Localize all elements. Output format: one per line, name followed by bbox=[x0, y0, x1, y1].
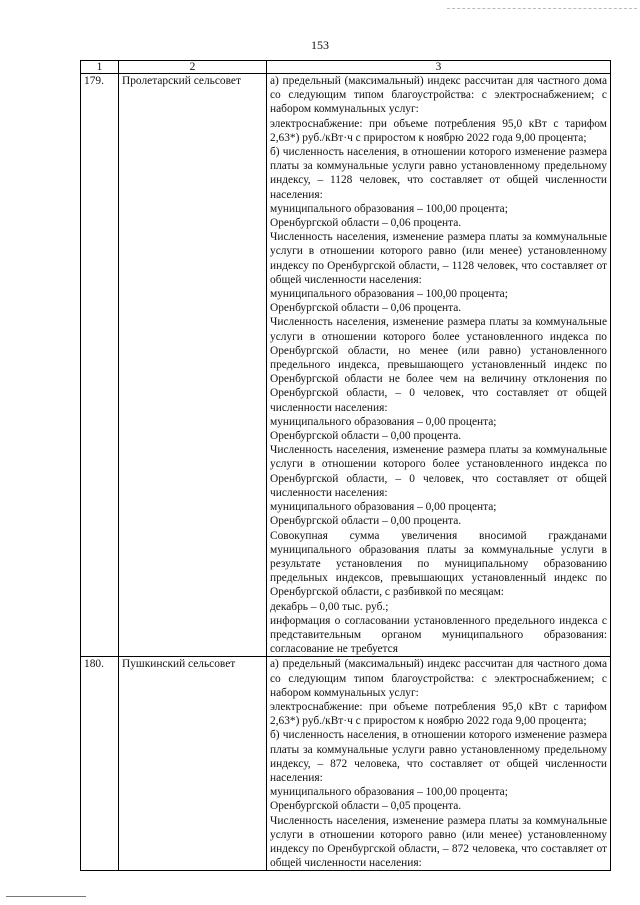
paragraph: муниципального образования – 0,00 процента; bbox=[270, 415, 497, 428]
municipality-name: Пушкинский сельсовет bbox=[119, 657, 267, 871]
paragraph: б) численность населения, в отношении которого изменение размера платы за коммунальные услуги равно установленному предельному индексу, – 872 человека, что составляет от общей численности населения: bbox=[270, 729, 607, 784]
column-header-1: 1 bbox=[81, 61, 119, 74]
index-description bbox=[267, 74, 611, 657]
page-number: 153 bbox=[311, 38, 329, 52]
index-description bbox=[267, 657, 611, 871]
paragraph: муниципального образования – 100,00 процента; bbox=[270, 786, 508, 799]
paragraph: Оренбургской области – 0,06 процента. bbox=[270, 217, 462, 230]
paragraph: Совокупная сумма увеличения вносимой гражданами муниципального образования платы за коммунальные услуги в результате установления по муниципальному образованию предельных индексов, превышающих установленный индекс по Оренбургской области, с разбивкой по месяцам: bbox=[270, 529, 607, 599]
table-row bbox=[81, 74, 611, 657]
bottom-scan-rule bbox=[6, 896, 86, 897]
paragraph: электроснабжение: при объеме потребления 95,0 кВт с тарифом 2,63*) руб./кВт·ч с приростом к ноябрю 2022 года 9,00 процента; bbox=[270, 117, 607, 144]
paragraph: а) предельный (максимальный) индекс рассчитан для частного дома со следующим типом благоустройства: с электроснабжением; с набором коммунальных услуг: bbox=[270, 658, 607, 699]
column-header-2: 2 bbox=[119, 61, 267, 74]
paragraph: муниципального образования – 100,00 процента; bbox=[270, 288, 508, 301]
table-row bbox=[81, 657, 611, 871]
paragraph: б) численность населения, в отношении которого изменение размера платы за коммунальные услуги равно установленному предельному индексу, – 1128 человек, что составляет от общей численности населения: bbox=[270, 146, 607, 201]
paragraph: муниципального образования – 0,00 процента; bbox=[270, 501, 497, 514]
table-header-row bbox=[81, 61, 611, 74]
municipality-name: Пролетарский сельсовет bbox=[119, 74, 267, 657]
paragraph: Численность населения, изменение размера платы за коммунальные услуги в отношении которого равно (или менее) установленному индексу по Оренбургской области, – 872 человека, что составляет от общей численности населения: bbox=[270, 814, 607, 870]
paragraph: Численность населения, изменение размера платы за коммунальные услуги в отношении которого более установленного индекса по Оренбургской области, но менее (или равно) установленного предельного индекса, превышающего установленный индекс по Оренбургской области не более чем на величину отклонения по Оренбургской области, – 0 человек, что составляет от общей численности населения: bbox=[270, 316, 607, 414]
paragraph: Оренбургской области – 0,00 процента. bbox=[270, 430, 462, 443]
paragraph: Оренбургской области – 0,00 процента. bbox=[270, 515, 462, 528]
paragraph: Оренбургской области – 0,06 процента. bbox=[270, 302, 462, 315]
paragraph: информация о согласовании установленного предельного индекса с представительным органом муниципального образования: согласование не требуется bbox=[270, 614, 607, 656]
document-table bbox=[80, 60, 611, 871]
paragraph: Численность населения, изменение размера платы за коммунальные услуги в отношении которого равно (или менее) установленному индексу по Оренбургской области, – 1128 человек, что составляет от общей численности населения: bbox=[270, 231, 607, 286]
paragraph: Численность населения, изменение размера платы за коммунальные услуги в отношении которого более установленного индекса по Оренбургской области, – 0 человек, что составляет от общей численности населения: bbox=[270, 444, 607, 499]
paragraph: Оренбургской области – 0,05 процента. bbox=[270, 800, 462, 813]
paragraph: электроснабжение: при объеме потребления 95,0 кВт с тарифом 2,63*) руб./кВт·ч с приростом к ноябрю 2022 года 9,00 процента; bbox=[270, 700, 607, 728]
paragraph: а) предельный (максимальный) индекс рассчитан для частного дома со следующим типом благоустройства: с электроснабжением; с набором коммунальных услуг: bbox=[270, 75, 607, 116]
top-scan-rule bbox=[447, 8, 637, 9]
column-header-3: 3 bbox=[267, 61, 611, 74]
row-number: 180. bbox=[81, 657, 119, 871]
paragraph: декабрь – 0,00 тыс. руб.; bbox=[270, 600, 389, 613]
row-number: 179. bbox=[81, 74, 119, 657]
paragraph: муниципального образования – 100,00 процента; bbox=[270, 202, 508, 215]
